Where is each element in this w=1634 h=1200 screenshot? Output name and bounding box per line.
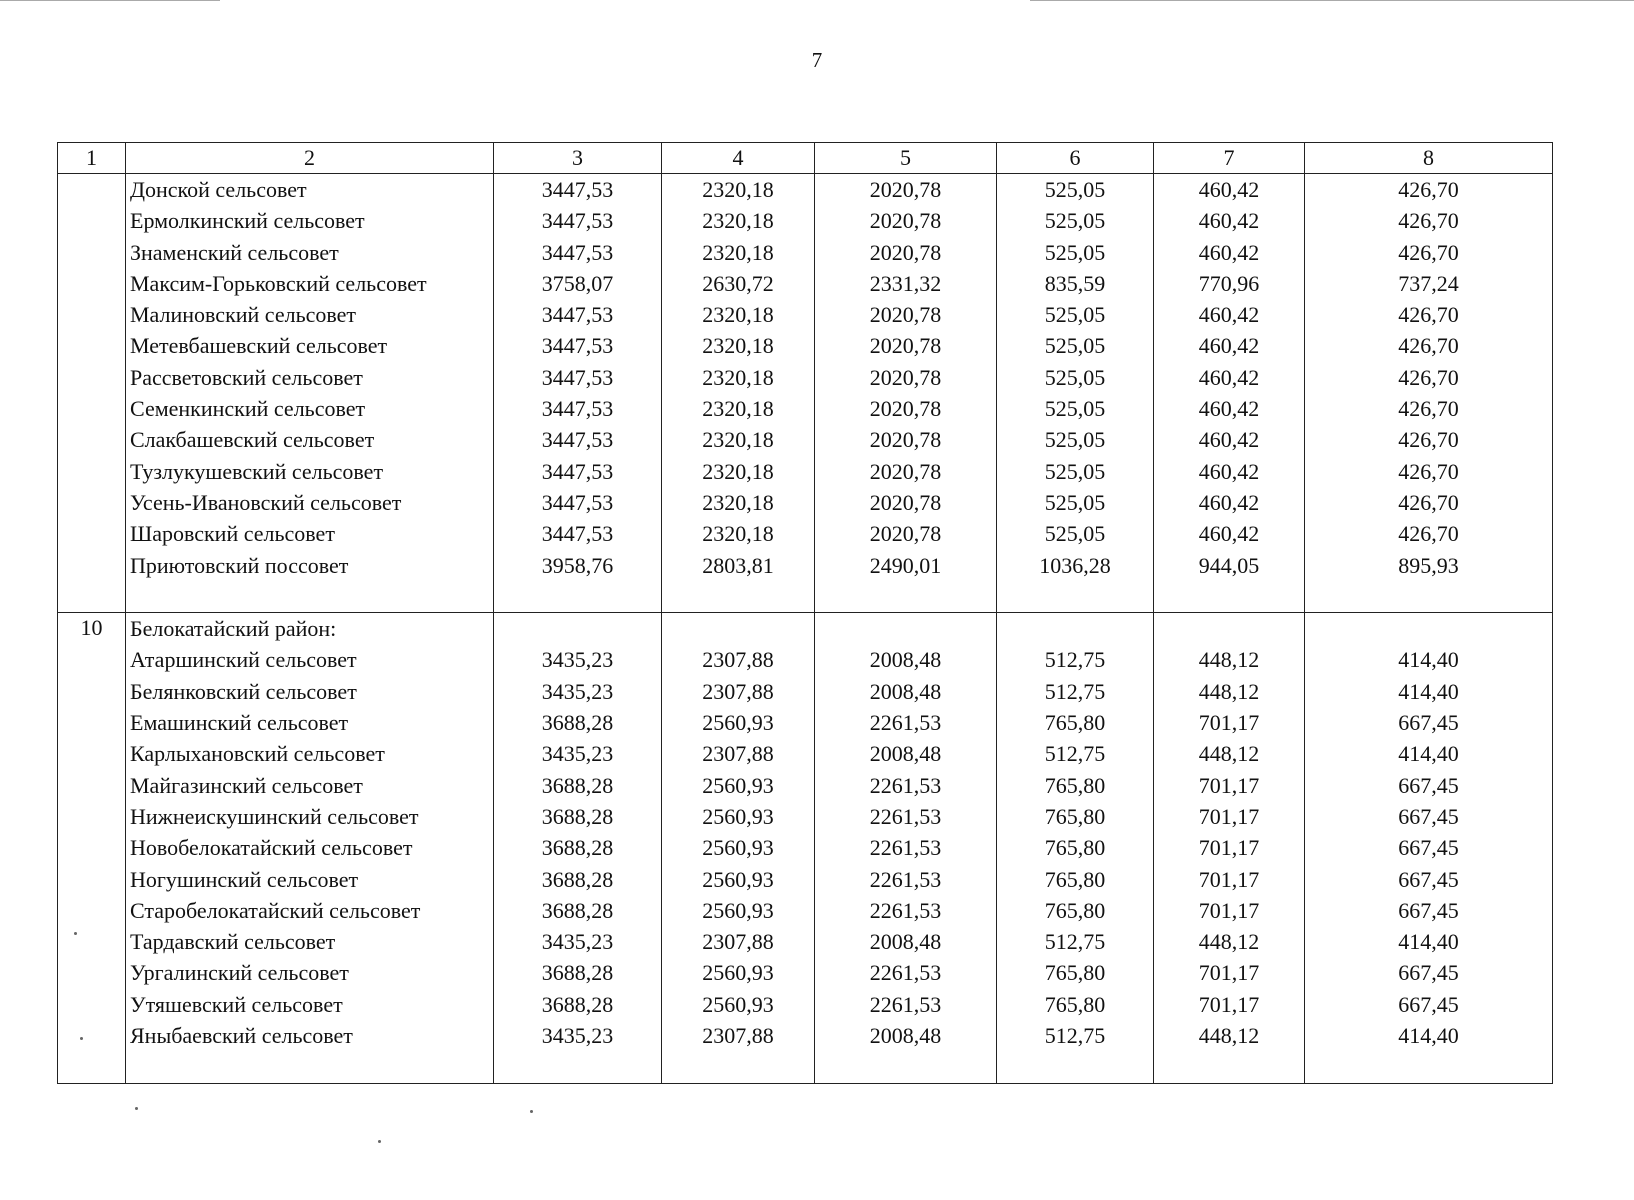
- column-header: 6: [997, 143, 1154, 174]
- section-number: 10: [58, 613, 126, 1083]
- table-cell: 525,05: [1044, 396, 1106, 422]
- settlement-name: Емашинский сельсовет: [130, 710, 349, 736]
- settlement-name: Тардавский сельсовет: [130, 929, 336, 955]
- table-cell: 3447,53: [541, 302, 614, 328]
- table-cell: 667,45: [1398, 960, 1459, 986]
- table-cell: 460,42: [1198, 458, 1260, 484]
- table-cell: 426,70: [1398, 521, 1459, 547]
- tariff-table: [57, 142, 1553, 1084]
- settlement-name: Донской сельсовет: [130, 177, 307, 202]
- table-cell: 701,17: [1198, 991, 1260, 1017]
- table-cell: 765,80: [1044, 897, 1106, 923]
- table-cell: 460,42: [1198, 208, 1260, 234]
- scan-speck: [80, 1037, 83, 1040]
- table-cell: 512,75: [1044, 1023, 1106, 1049]
- table-cell: 737,24: [1398, 270, 1459, 296]
- table-cell: 414,40: [1398, 647, 1459, 673]
- table-cell: 3447,53: [541, 521, 614, 547]
- table-cell: 3447,53: [541, 458, 614, 484]
- table-cell: 448,12: [1198, 1023, 1260, 1049]
- heading-blank: [997, 613, 1153, 644]
- table-cell: 2008,48: [869, 741, 942, 767]
- table-cell: 426,70: [1398, 364, 1459, 390]
- table-cell: 2020,78: [869, 458, 942, 484]
- table-cell: 3435,23: [541, 929, 614, 955]
- scan-speck: [378, 1140, 381, 1143]
- table-cell: 765,80: [1044, 991, 1106, 1017]
- table-cell: 460,42: [1198, 521, 1260, 547]
- table-body: [58, 174, 1553, 1084]
- table-cell: 701,17: [1198, 960, 1260, 986]
- table-cell: 2020,78: [869, 427, 942, 453]
- heading-blank: [662, 613, 814, 644]
- table-cell: 2020,78: [869, 239, 942, 265]
- settlement-name: Яныбаевский сельсовет: [130, 1023, 353, 1049]
- table-cell: 448,12: [1198, 647, 1260, 673]
- table-cell: 2307,88: [702, 929, 774, 955]
- table-cell: 2320,18: [702, 458, 774, 484]
- table-cell: 2320,18: [702, 177, 774, 202]
- table-cell: 512,75: [1044, 647, 1106, 673]
- settlement-name: Ургалинский сельсовет: [130, 960, 349, 986]
- table-cell: 3958,76: [541, 552, 614, 578]
- table-cell: 426,70: [1398, 396, 1459, 422]
- settlement-name: Тузлукушевский сельсовет: [130, 458, 384, 484]
- column-header: 8: [1305, 143, 1553, 174]
- table-cell: 460,42: [1198, 239, 1260, 265]
- table-cell: 3447,53: [541, 489, 614, 515]
- table-cell: 2261,53: [869, 710, 942, 736]
- table-cell: 2560,93: [702, 960, 774, 986]
- settlement-name: Шаровский сельсовет: [130, 521, 335, 547]
- settlement-name: Новобелокатайский сельсовет: [130, 835, 413, 861]
- heading-blank: [1305, 613, 1552, 644]
- table-cell: 3435,23: [541, 647, 614, 673]
- table-cell: 2020,78: [869, 177, 942, 202]
- table-cell: 765,80: [1044, 835, 1106, 861]
- settlement-names-cell: [126, 613, 494, 1083]
- table-cell: 460,42: [1198, 396, 1260, 422]
- table-cell: 2020,78: [869, 489, 942, 515]
- table-cell: 667,45: [1398, 866, 1459, 892]
- value-column-7: [1154, 613, 1305, 1083]
- table-cell: 2020,78: [869, 302, 942, 328]
- section-number: [58, 174, 126, 613]
- value-column-6: [997, 613, 1154, 1083]
- settlement-name: Старобелокатайский сельсовет: [130, 897, 421, 923]
- table-cell: 512,75: [1044, 741, 1106, 767]
- table-cell: 2261,53: [869, 991, 942, 1017]
- table-cell: 2320,18: [702, 427, 774, 453]
- table-cell: 944,05: [1198, 552, 1260, 578]
- table-cell: 765,80: [1044, 710, 1106, 736]
- settlement-name: Малиновский сельсовет: [130, 302, 357, 328]
- value-column-6: [997, 174, 1154, 613]
- table-cell: 3435,23: [541, 678, 614, 704]
- heading-blank: [815, 613, 996, 644]
- table-cell: 2020,78: [869, 333, 942, 359]
- settlement-name: Метевбашевский сельсовет: [130, 333, 388, 359]
- value-column-3: [494, 174, 662, 613]
- table-cell: 3688,28: [541, 835, 614, 861]
- heading-blank: [494, 613, 661, 644]
- table-cell: 448,12: [1198, 929, 1260, 955]
- table-cell: 3688,28: [541, 710, 614, 736]
- table-cell: 426,70: [1398, 208, 1459, 234]
- table-cell: 701,17: [1198, 710, 1260, 736]
- table-cell: 2261,53: [869, 803, 942, 829]
- section-row: [58, 613, 1553, 1083]
- table-cell: 3688,28: [541, 866, 614, 892]
- row-spacer: [126, 581, 493, 612]
- settlement-name: Усень-Ивановский сельсовет: [130, 489, 402, 515]
- settlement-name: Карлыхановский сельсовет: [130, 741, 385, 767]
- column-number-row: [58, 143, 1553, 174]
- settlement-name: Максим-Горьковский сельсовет: [130, 270, 427, 296]
- table-cell: 2320,18: [702, 333, 774, 359]
- table-cell: 2261,53: [869, 835, 942, 861]
- table-cell: 2320,18: [702, 521, 774, 547]
- settlement-name: Нижнеискушинский сельсовет: [130, 803, 419, 829]
- settlement-name: Слакбашевский сельсовет: [130, 427, 375, 453]
- table-cell: 2630,72: [702, 270, 774, 296]
- table-cell: 3447,53: [541, 364, 614, 390]
- settlement-name: Знаменский сельсовет: [130, 239, 339, 265]
- table-cell: 667,45: [1398, 897, 1459, 923]
- table-cell: 460,42: [1198, 302, 1260, 328]
- settlement-names-cell: [126, 174, 494, 613]
- table-cell: 2008,48: [869, 1023, 942, 1049]
- table-cell: 765,80: [1044, 866, 1106, 892]
- table-cell: 3435,23: [541, 741, 614, 767]
- column-header: 3: [494, 143, 662, 174]
- table-cell: 2560,93: [702, 991, 774, 1017]
- table-cell: 701,17: [1198, 897, 1260, 923]
- table-cell: 2560,93: [702, 710, 774, 736]
- table-cell: 460,42: [1198, 333, 1260, 359]
- table-cell: 525,05: [1044, 364, 1106, 390]
- table-cell: 701,17: [1198, 803, 1260, 829]
- scan-speck: [530, 1110, 533, 1113]
- table-cell: 414,40: [1398, 1023, 1459, 1049]
- table-cell: 895,93: [1398, 552, 1459, 578]
- settlement-name: Приютовский поссовет: [130, 552, 349, 578]
- table-cell: 765,80: [1044, 803, 1106, 829]
- table-cell: 525,05: [1044, 302, 1106, 328]
- table-cell: 2560,93: [702, 835, 774, 861]
- table-cell: 667,45: [1398, 991, 1459, 1017]
- table-cell: 2560,93: [702, 866, 774, 892]
- table-cell: 2803,81: [702, 552, 774, 578]
- table-cell: 3688,28: [541, 960, 614, 986]
- table-cell: 426,70: [1398, 458, 1459, 484]
- table-cell: 448,12: [1198, 741, 1260, 767]
- table-cell: 2320,18: [702, 364, 774, 390]
- table-cell: 765,80: [1044, 960, 1106, 986]
- table-cell: 667,45: [1398, 772, 1459, 798]
- table-cell: 3688,28: [541, 772, 614, 798]
- table-cell: 701,17: [1198, 835, 1260, 861]
- value-column-7: [1154, 174, 1305, 613]
- table-cell: 1036,28: [1039, 552, 1111, 578]
- settlement-name: Атаршинский сельсовет: [130, 647, 357, 673]
- table-cell: 448,12: [1198, 678, 1260, 704]
- value-column-5: [815, 174, 997, 613]
- table-cell: 2320,18: [702, 396, 774, 422]
- table-cell: 2560,93: [702, 803, 774, 829]
- table-cell: 426,70: [1398, 302, 1459, 328]
- table-cell: 2008,48: [869, 929, 942, 955]
- table-cell: 2560,93: [702, 897, 774, 923]
- table-cell: 460,42: [1198, 427, 1260, 453]
- table-cell: 426,70: [1398, 177, 1459, 202]
- table-cell: 525,05: [1044, 489, 1106, 515]
- table-cell: 460,42: [1198, 364, 1260, 390]
- table-cell: 2020,78: [869, 208, 942, 234]
- settlement-name: Рассветовский сельсовет: [130, 364, 363, 390]
- table-cell: 525,05: [1044, 239, 1106, 265]
- table-cell: 2008,48: [869, 647, 942, 673]
- table-cell: 3688,28: [541, 991, 614, 1017]
- value-column-8: [1305, 174, 1553, 613]
- table-cell: 2307,88: [702, 1023, 774, 1049]
- table-cell: 3447,53: [541, 333, 614, 359]
- scan-speck: [74, 932, 77, 935]
- page-number: 7: [811, 48, 823, 72]
- settlement-name: Ермолкинский сельсовет: [130, 208, 365, 234]
- table-cell: 667,45: [1398, 710, 1459, 736]
- settlement-name: Ногушинский сельсовет: [130, 866, 359, 892]
- table-cell: 2307,88: [702, 741, 774, 767]
- heading-blank: [1154, 613, 1304, 644]
- table-cell: 3758,07: [541, 270, 614, 296]
- table-cell: 460,42: [1198, 489, 1260, 515]
- value-column-3: [494, 613, 662, 1083]
- table-cell: 426,70: [1398, 333, 1459, 359]
- value-column-4: [662, 613, 815, 1083]
- settlement-name: Утяшевский сельсовет: [130, 991, 343, 1017]
- table-cell: 525,05: [1044, 333, 1106, 359]
- table-cell: 835,59: [1044, 270, 1106, 296]
- settlement-name: Майгазинский сельсовет: [130, 772, 363, 798]
- table-cell: 512,75: [1044, 678, 1106, 704]
- table-cell: 2307,88: [702, 647, 774, 673]
- table-cell: 3447,53: [541, 427, 614, 453]
- table-cell: 2020,78: [869, 364, 942, 390]
- district-heading: Белокатайский район:: [130, 616, 337, 642]
- table-cell: 3447,53: [541, 239, 614, 265]
- table-cell: 701,17: [1198, 866, 1260, 892]
- table-cell: 3688,28: [541, 897, 614, 923]
- table-cell: 3435,23: [541, 1023, 614, 1049]
- column-header: 4: [662, 143, 815, 174]
- section-row: [58, 174, 1553, 613]
- table-cell: 2261,53: [869, 772, 942, 798]
- table-cell: 2331,32: [869, 270, 942, 296]
- table-cell: 426,70: [1398, 427, 1459, 453]
- scan-top-edge-left: [0, 0, 220, 1]
- table-cell: 414,40: [1398, 678, 1459, 704]
- table-cell: 460,42: [1198, 177, 1260, 202]
- table-cell: 2320,18: [702, 302, 774, 328]
- table-cell: 512,75: [1044, 929, 1106, 955]
- table-cell: 770,96: [1198, 270, 1260, 296]
- value-column-5: [815, 613, 997, 1083]
- table-cell: 525,05: [1044, 521, 1106, 547]
- table-cell: 2261,53: [869, 897, 942, 923]
- value-column-8: [1305, 613, 1553, 1083]
- table-cell: 667,45: [1398, 835, 1459, 861]
- scan-top-edge-right: [1030, 0, 1634, 1]
- table-cell: 525,05: [1044, 458, 1106, 484]
- table-cell: 3447,53: [541, 177, 614, 202]
- table-cell: 2261,53: [869, 866, 942, 892]
- table-cell: 3447,53: [541, 208, 614, 234]
- table-cell: 2320,18: [702, 208, 774, 234]
- column-header: 2: [126, 143, 494, 174]
- table-cell: 2560,93: [702, 772, 774, 798]
- table-cell: 2490,01: [869, 552, 942, 578]
- settlement-name: Белянковский сельсовет: [130, 678, 357, 704]
- table-cell: 701,17: [1198, 772, 1260, 798]
- table-cell: 3688,28: [541, 803, 614, 829]
- table-cell: 2320,18: [702, 239, 774, 265]
- column-header: 1: [58, 143, 126, 174]
- table-cell: 765,80: [1044, 772, 1106, 798]
- table-cell: 414,40: [1398, 741, 1459, 767]
- table-cell: 525,05: [1044, 427, 1106, 453]
- table-cell: 2008,48: [869, 678, 942, 704]
- value-column-4: [662, 174, 815, 613]
- scan-speck: [135, 1107, 138, 1110]
- column-header: 7: [1154, 143, 1305, 174]
- table-cell: 525,05: [1044, 177, 1106, 202]
- table-cell: 414,40: [1398, 929, 1459, 955]
- column-header: 5: [815, 143, 997, 174]
- table-cell: 2020,78: [869, 396, 942, 422]
- settlement-name: Семенкинский сельсовет: [130, 396, 366, 422]
- table-cell: 2020,78: [869, 521, 942, 547]
- table-cell: 2320,18: [702, 489, 774, 515]
- table-cell: 525,05: [1044, 208, 1106, 234]
- table-cell: 667,45: [1398, 803, 1459, 829]
- table-cell: 426,70: [1398, 489, 1459, 515]
- table-cell: 2261,53: [869, 960, 942, 986]
- table-cell: 2307,88: [702, 678, 774, 704]
- table-cell: 426,70: [1398, 239, 1459, 265]
- row-spacer: [126, 1051, 493, 1082]
- table-cell: 3447,53: [541, 396, 614, 422]
